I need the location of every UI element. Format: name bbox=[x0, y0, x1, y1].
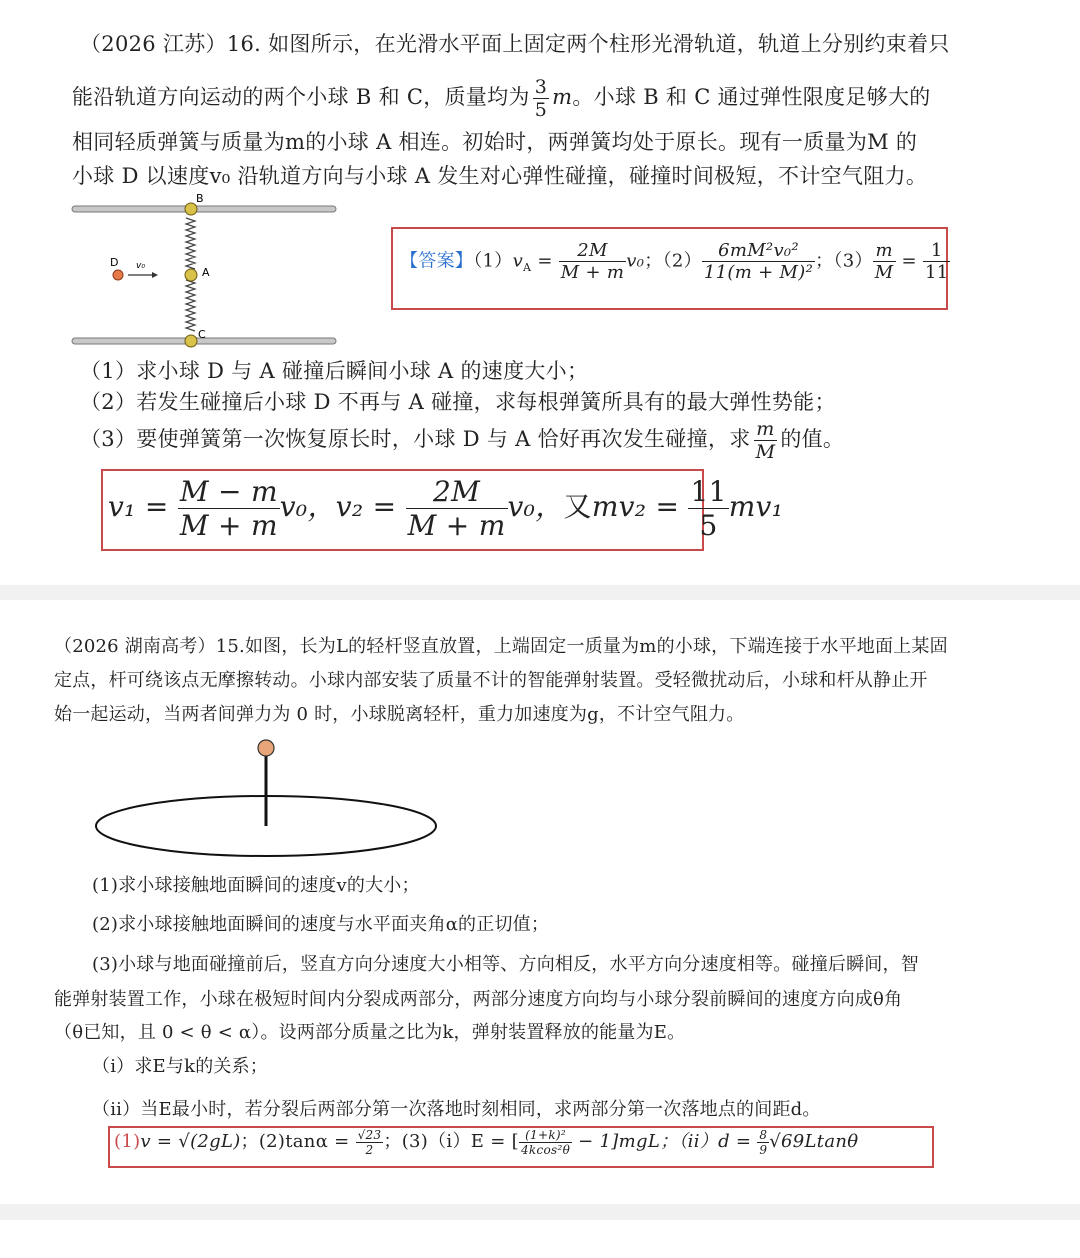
problem1-q3: （3）要使弹簧第一次恢复原长时，小球 D 与 A 恰好再次发生碰撞，求 $\frac{m}{M}$ 的值。 bbox=[80, 418, 845, 463]
answer-2: (1)v = √(2gL)；(2)tanα = $\frac{√23}{2}$ ；(3)（i）E = [ $\frac{\text{(1+k)²}}{\text{4kcos²θ}}$ − 1]mgL；（ii）d = $\frac{8}{9}$ √69Ltanθ bbox=[114, 1127, 859, 1157]
problem2-q3i: （i）求E与k的关系； bbox=[92, 1056, 269, 1077]
problem2-q1: (1)求小球接触地面瞬间的速度v的大小； bbox=[92, 875, 420, 896]
problem1-line4: 小球 D 以速度v₀ 沿轨道方向与小球 A 发生对心弹性碰撞，碰撞时间极短，不计空气阻力。 bbox=[72, 164, 928, 188]
problem1-q1: （1）求小球 D 与 A 碰撞后瞬间小球 A 的速度大小； bbox=[80, 359, 589, 383]
label-v0: v₀ bbox=[136, 261, 145, 271]
problem1-line3: 相同轻质弹簧与质量为m的小球 A 相连。初始时，两弹簧均处于原长。现有一质量为M 的 bbox=[72, 130, 918, 154]
answer-1: 【答案】$(1)v_A$ = $\frac{2M}{M + m}$ v₀；（2） $\frac{\text{6mM²v₀²}}{\text{11(m + M)²}}$ ；（3） $\frac{m}{M}$ = $\frac{1}{11}$ bbox=[400, 240, 949, 283]
problem2-q3-line3: （θ已知，且 0 < θ < α）。设两部分质量之比为k，弹射装置释放的能量为E。 bbox=[54, 1022, 686, 1043]
label-c: C bbox=[198, 328, 206, 341]
problem-card-jiangsu bbox=[0, 0, 1080, 585]
next-card-stub bbox=[0, 1220, 1080, 1258]
label-d: D bbox=[110, 256, 119, 269]
rod-ball-figure bbox=[90, 736, 450, 866]
problem1-q2: （2）若发生碰撞后小球 D 不再与 A 碰撞，求每根弹簧所具有的最大弹性势能； bbox=[80, 390, 836, 414]
problem2-line1: （2026 湖南高考）15.如图，长为L的轻杆竖直放置，上端固定一质量为m的小球，下端连接于水平地面上某固 bbox=[54, 636, 948, 657]
problem2-q3-line2: 能弹射装置工作，小球在极短时间内分裂成两部分，两部分速度方向均与小球分裂前瞬间的速度方向成θ角 bbox=[54, 989, 903, 1010]
solution-1: v₁ = $\frac{M - m}{M + m}$ v₀，v₂ = $\frac{2M}{M + m}$ v₀，又mv₂ = $\frac{11}{5}$ mv₁ bbox=[108, 475, 784, 542]
problem-card-hunan bbox=[0, 600, 1080, 1204]
problem2-q3ii: （ii）当E最小时，若分裂后两部分第一次落地时刻相同，求两部分第一次落地点的间距d。 bbox=[92, 1099, 821, 1120]
spring-rail-figure bbox=[66, 188, 346, 348]
problem2-q3-line1: (3)小球与地面碰撞前后，竖直方向分速度大小相等、方向相反，水平方向分速度相等。碰撞后瞬间，智 bbox=[92, 954, 919, 975]
label-b: B bbox=[196, 192, 204, 205]
problem1-line2: 能沿轨道方向运动的两个小球 B 和 C，质量均为 $\frac{3}{5}$ m。小球 B 和 C 通过弹性限度足够大的 bbox=[72, 76, 931, 121]
problem2-q2: (2)求小球接触地面瞬间的速度与水平面夹角α的正切值； bbox=[92, 914, 550, 935]
label-a: A bbox=[202, 266, 210, 279]
problem1-line1: （2026 江苏）16. 如图所示，在光滑水平面上固定两个柱形光滑轨道，轨道上分别约束着只 bbox=[80, 32, 950, 56]
problem2-line3: 始一起运动，当两者间弹力为 0 时，小球脱离轻杆，重力加速度为g，不计空气阻力。 bbox=[54, 704, 745, 725]
problem2-line2: 定点，杆可绕该点无摩擦转动。小球内部安装了质量不计的智能弹射装置。受轻微扰动后，小球和杆从静止开 bbox=[54, 670, 928, 691]
mass-fraction: $\frac{3}{5}$ bbox=[534, 76, 548, 121]
